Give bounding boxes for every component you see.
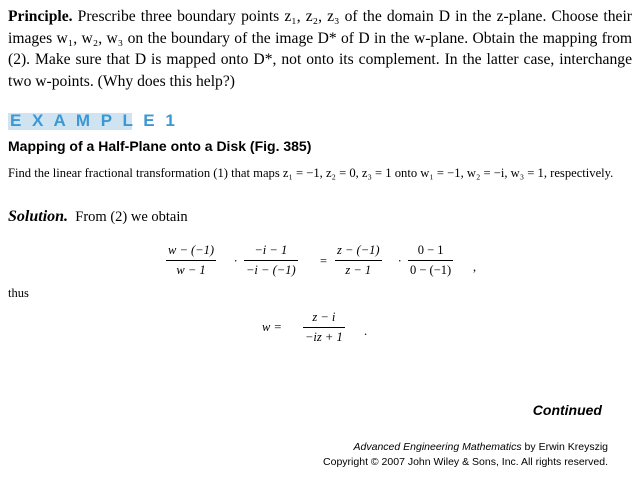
- fraction-result-denominator: −iz + 1: [305, 330, 343, 344]
- dot-operator-2: ·: [398, 254, 402, 268]
- principle-heading: Principle.: [8, 8, 73, 25]
- example-problem-text: Find the linear fractional transformation (1) that maps z₁ = −1, z₂ = 0, z₃ = 1 onto w₁ = −1, w₂ = −i, w₃ = 1, respectively.: [8, 166, 614, 180]
- equation-2-period: .: [364, 324, 368, 338]
- equals-sign: =: [320, 254, 328, 268]
- fraction-result-numerator: z − i: [312, 310, 336, 324]
- example-label: E X A M P L E 1: [10, 111, 178, 130]
- fraction-4-numerator: 0 − 1: [417, 243, 444, 257]
- fraction-result-bar: [303, 327, 345, 328]
- equation-1-comma: ,: [473, 260, 477, 274]
- example-title: Mapping of a Half-Plane onto a Disk (Fig. 385): [8, 138, 312, 154]
- thus-word: thus: [8, 286, 29, 300]
- solution-lead: From (2) we obtain: [75, 209, 188, 225]
- footer-book-credit: [354, 441, 608, 453]
- footer-author: by Erwin Kreyszig: [521, 441, 608, 453]
- continued-label: Continued: [532, 402, 602, 418]
- fraction-result: [303, 310, 345, 345]
- dot-operator-1: ·: [234, 254, 238, 268]
- fraction-3-numerator: z − (−1): [337, 243, 380, 257]
- fraction-1-numerator: w − (−1): [168, 243, 215, 257]
- fraction-2-numerator: −i − 1: [254, 243, 288, 257]
- solution-heading: Solution.: [8, 208, 69, 225]
- fraction-2-denominator: −i − (−1): [246, 263, 296, 277]
- fraction-1-denominator: w − 1: [176, 263, 206, 277]
- principle-text: Prescribe three boundary points z₁, z₂, z₃ of the domain D in the z-plane. Choose their images w₁, w₂, w₃ on the boundary of the image D* of D in the w-plane. Obtain the mapping from (2). Make sure that D is mapped onto D*, not onto its complement. In the latter case, interchange two w-points. (Why does this help?): [8, 8, 632, 90]
- footer-copyright: Copyright © 2007 John Wiley & Sons, Inc. All rights reserved.: [323, 456, 608, 468]
- fraction-4-denominator: 0 − (−1): [410, 263, 452, 277]
- fraction-3-denominator: z − 1: [345, 263, 372, 277]
- equation-2-lhs: w =: [262, 320, 282, 334]
- footer-book-title: Advanced Engineering Mathematics: [353, 441, 522, 453]
